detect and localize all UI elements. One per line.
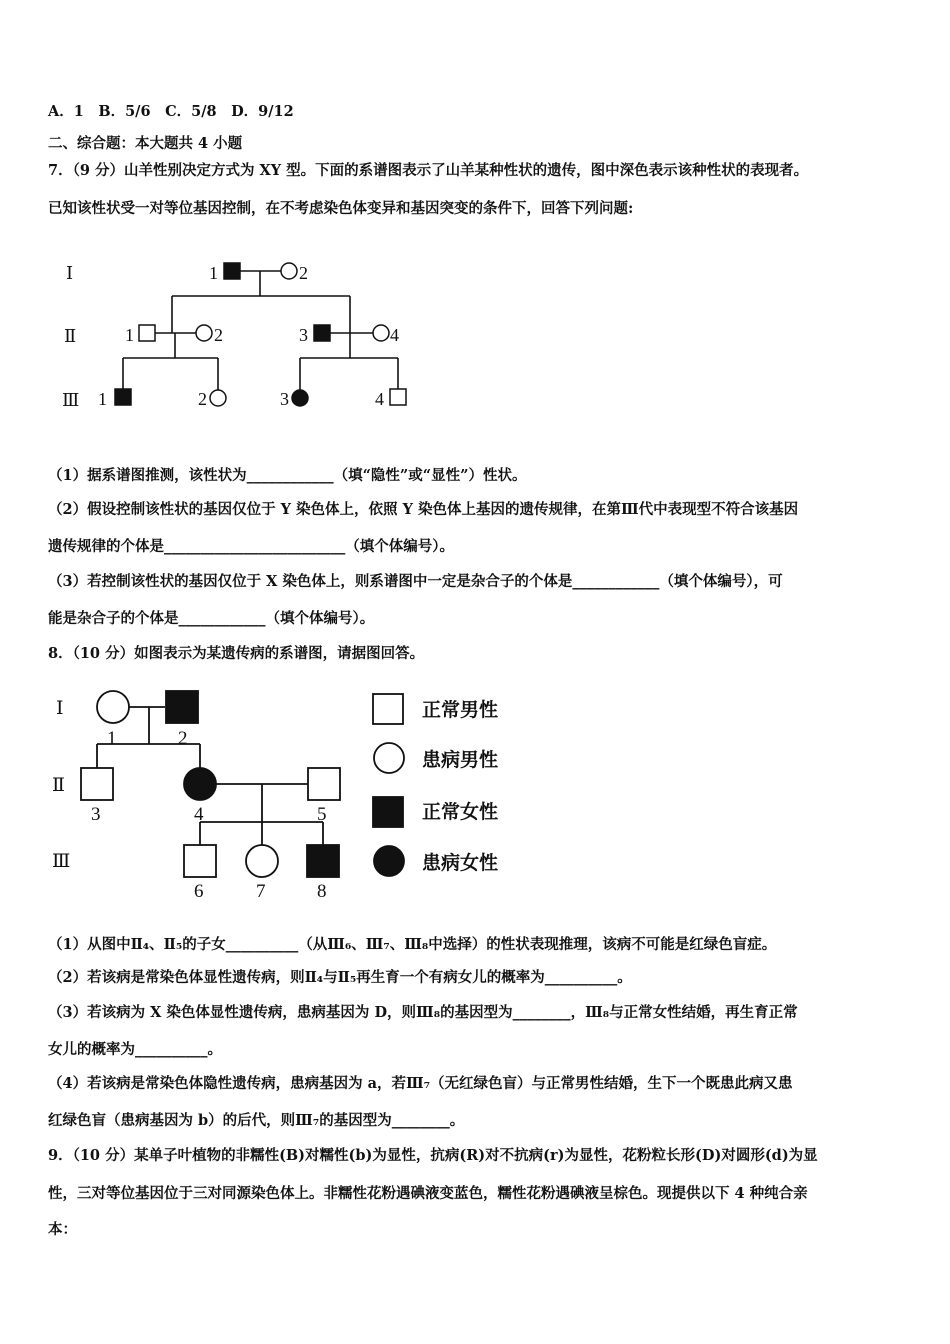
q7-intro-line2: 已知该性状受一对等位基因控制，在不考虑染色体变异和基因突变的条件下，回答下列问题:	[48, 200, 634, 217]
q8-sub4-line1: （4）若该病是常染色体隐性遗传病，患病基因为 a，若Ⅲ₇（无红绿色盲）与正常男性结婚，生下一个既患此病又患	[48, 1075, 793, 1092]
q8-sub3-line1: （3）若该病为 X 染色体显性遗传病，患病基因为 D，则Ⅲ₈的基因型为________，Ⅲ₈与正常女性结婚，再生育正常	[48, 1004, 798, 1021]
q8-II4-affected-female	[184, 768, 216, 800]
legend-normal-female-label: 正常女性	[422, 802, 499, 823]
legend-normal-male-label: 正常男性	[422, 700, 499, 721]
q7-label-II4: 4	[390, 325, 399, 345]
q7-III1-affected-male	[115, 389, 131, 405]
q7-III2-normal-female	[210, 390, 226, 406]
legend-affected-female-label: 患病女性	[422, 853, 499, 874]
q8-III7-normal-female	[246, 845, 278, 877]
q8-II5-normal-male	[308, 768, 340, 800]
q7-sub2-line2: 遗传规律的个体是_________________________（填个体编号）。	[48, 538, 454, 555]
q7-gen-I-label: Ⅰ	[66, 263, 74, 283]
q8-sub3-line2: 女儿的概率为__________。	[48, 1041, 222, 1058]
q7-label-I2: 2	[299, 263, 308, 283]
q7-II4-normal-female	[373, 325, 389, 341]
q8-gen-II-label: Ⅱ	[52, 775, 65, 796]
q6-options: A．1 B．5/6 C．5/8 D．9/12	[48, 103, 294, 120]
q8-label-2: 2	[178, 728, 188, 749]
q7-I1-affected-male	[224, 263, 240, 279]
legend-affected-female-symbol	[374, 846, 404, 876]
q8-label-3: 3	[91, 804, 101, 825]
q9-line3: 本：	[48, 1221, 77, 1238]
q9-line2: 性，三对等位基因位于三对同源染色体上。非糯性花粉遇碘液变蓝色，糯性花粉遇碘液呈棕色。现提供以下 4 种纯合亲	[48, 1185, 808, 1202]
q7-sub2-line1: （2）假设控制该性状的基因仅位于 Y 染色体上，依照 Y 染色体上基因的遗传规律，在第Ⅲ代中表现型不符合该基因	[48, 501, 799, 518]
section2-title: 二、综合题：本大题共 4 小题	[48, 135, 243, 152]
q8-label-6: 6	[194, 881, 204, 900]
q8-pedigree-figure	[0, 670, 950, 900]
q8-sub1: （1）从图中Ⅱ₄、Ⅱ₅的子女__________（从Ⅲ₆、Ⅲ₇、Ⅲ₈中选择）的性状表现推理，该病不可能是红绿色盲症。	[48, 936, 777, 953]
q8-label-8: 8	[317, 881, 327, 900]
q7-III4-normal-male	[390, 389, 406, 405]
q7-III3-affected-female	[292, 390, 308, 406]
q7-intro-line1: 7．（9 分）山羊性别决定方式为 XY 型。下面的系谱图表示了山羊某种性状的遗传，图中深色表示该种性状的表现者。	[48, 162, 809, 179]
q7-label-II3: 3	[299, 325, 308, 345]
q8-I1-normal-female	[97, 691, 129, 723]
q7-sub1: （1）据系谱图推测，该性状为____________（填“隐性”或“显性”）性状。	[48, 467, 527, 484]
q7-sub3-line2: 能是杂合子的个体是____________（填个体编号）。	[48, 610, 375, 627]
q7-label-III3: 3	[280, 389, 289, 409]
q8-I2-affected-male	[166, 691, 198, 723]
q7-sub3-line1: （3）若控制该性状的基因仅位于 X 染色体上，则系谱图中一定是杂合子的个体是____________（填个体编号），可	[48, 573, 783, 590]
q7-gen-II-label: Ⅱ	[64, 326, 77, 346]
q8-intro: 8．（10 分）如图表示为某遗传病的系谱图，请据图回答。	[48, 645, 425, 662]
q8-III8-affected-male	[307, 845, 339, 877]
q7-II3-affected-male	[314, 325, 330, 341]
q7-label-III2: 2	[198, 389, 207, 409]
q7-label-I1: 1	[209, 263, 218, 283]
q7-pedigree-figure	[0, 0, 950, 460]
legend-affected-male-label: 患病男性	[422, 750, 499, 771]
q8-label-7: 7	[256, 881, 266, 900]
q8-label-4: 4	[194, 804, 204, 825]
legend-affected-male-symbol	[374, 743, 404, 773]
q7-I2-normal-female	[281, 263, 297, 279]
q8-gen-III-label: Ⅲ	[52, 851, 71, 872]
q9-line1: 9．（10 分）某单子叶植物的非糯性(B)对糯性(b)为显性，抗病(R)对不抗病(r)为显性，花粉粒长形(D)对圆形(d)为显	[48, 1147, 818, 1164]
q8-III6-normal-male	[184, 845, 216, 877]
q7-gen-III-label: Ⅲ	[62, 390, 80, 410]
q8-label-5: 5	[317, 804, 327, 825]
q8-II3-normal-male	[81, 768, 113, 800]
q7-label-II1: 1	[125, 325, 134, 345]
legend-normal-female-symbol	[373, 797, 403, 827]
q7-label-III4: 4	[375, 389, 384, 409]
q8-sub2: （2）若该病是常染色体显性遗传病，则Ⅱ₄与Ⅱ₅再生育一个有病女儿的概率为__________。	[48, 969, 632, 986]
q7-II2-normal-female	[196, 325, 212, 341]
q8-label-1: 1	[107, 728, 117, 749]
q8-gen-I-label: Ⅰ	[56, 698, 64, 719]
q7-label-III1: 1	[98, 389, 107, 409]
q8-sub4-line2: 红绿色盲（患病基因为 b）的后代，则Ⅲ₇的基因型为________。	[48, 1112, 465, 1129]
legend-normal-male-symbol	[373, 694, 403, 724]
q7-label-II2: 2	[214, 325, 223, 345]
q7-II1-normal-male	[139, 325, 155, 341]
